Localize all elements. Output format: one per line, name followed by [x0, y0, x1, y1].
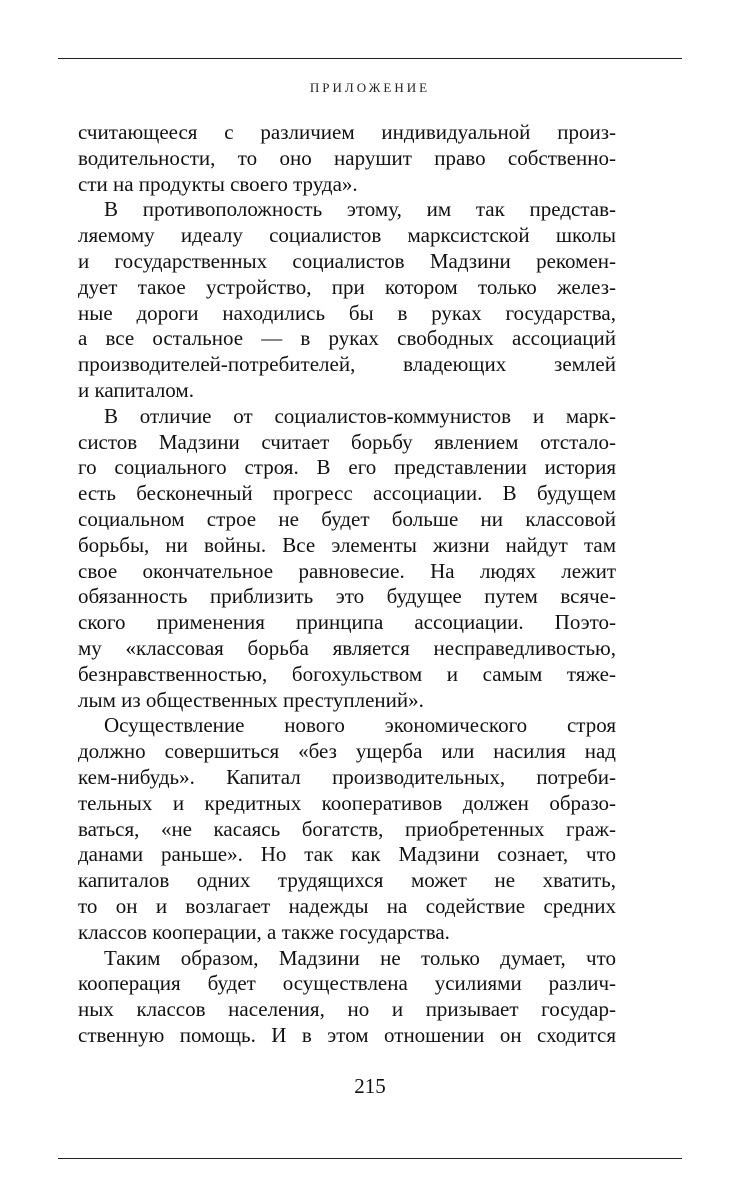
text-line: безнравственностью, богохульством и самым тяже-	[78, 661, 616, 686]
text-line: считающееся с различием индивидуальной произ-	[78, 120, 616, 144]
text-line: должно совершиться «без ущерба или насилия над	[78, 739, 616, 764]
top-rule	[58, 58, 682, 59]
text-line: обязанность приблизить это будущее путем всяче-	[78, 584, 616, 609]
text-line: классов кооперации, а также государства.	[78, 919, 450, 944]
body-text	[78, 120, 616, 1049]
bottom-rule	[58, 1158, 682, 1159]
text-line: данами раньше». Но так как Мадзини сознает, что	[78, 842, 616, 867]
text-line: ваться, «не касаясь богатств, приобретенных граж-	[78, 816, 616, 841]
text-line: ных классов населения, но и призывает государ-	[78, 997, 616, 1022]
text-line: есть бесконечный прогресс ассоциации. В будущем	[78, 481, 616, 506]
text-line: Таким образом, Мадзини не только думает, что	[104, 945, 616, 970]
text-line: ляемому идеалу социалистов марксистской школы	[78, 223, 616, 248]
text-line: ского применения принципа ассоциации. Поэто-	[78, 610, 616, 635]
text-line: дует такое устройство, при котором только желез-	[78, 274, 616, 299]
text-line: В отличие от социалистов-коммунистов и марк-	[104, 403, 616, 428]
text-line: го социального строя. В его представлении история	[78, 455, 616, 480]
text-line: капиталов одних трудящихся может не хватить,	[78, 868, 616, 893]
text-line: ственную помощь. И в этом отношении он сходится	[78, 1022, 616, 1047]
text-line: кооперация будет осуществлена усилиями различ-	[78, 971, 616, 996]
text-line: тельных и кредитных кооперативов должен образо-	[78, 790, 616, 815]
text-line: сти на продукты своего труда».	[78, 171, 358, 196]
page-number: 215	[354, 1074, 386, 1098]
text-line: Осуществление нового экономического строя	[104, 713, 616, 738]
text-line: ные дороги находились бы в руках государства,	[78, 300, 616, 325]
text-line: свое окончательное равновесие. На людях лежит	[78, 558, 616, 583]
text-line: а все остальное — в руках свободных ассоциаций	[78, 326, 616, 351]
text-line: то он и возлагает надежды на содействие средних	[78, 893, 616, 918]
text-line: кем-нибудь». Капитал производительных, потреби-	[78, 764, 616, 789]
text-line: му «классовая борьба является несправедливостью,	[78, 635, 616, 660]
text-line: и государственных социалистов Мадзини рекомен-	[78, 248, 616, 273]
text-line: производителей-потребителей, владеющих землей	[78, 352, 616, 377]
running-head: ПРИЛОЖЕНИЕ	[309, 80, 431, 95]
text-line: и капиталом.	[78, 377, 194, 402]
text-line: борьбы, ни войны. Все элементы жизни найдут там	[78, 532, 616, 557]
text-line: В противоположность этому, им так представ-	[104, 197, 616, 222]
text-line: водительности, то оно нарушит право собственно-	[78, 145, 616, 170]
text-line: систов Мадзини считает борьбу явлением отстало-	[78, 429, 616, 454]
text-line: социальном строе не будет больше ни классовой	[78, 506, 616, 531]
text-line: лым из общественных преступлений».	[78, 687, 424, 712]
